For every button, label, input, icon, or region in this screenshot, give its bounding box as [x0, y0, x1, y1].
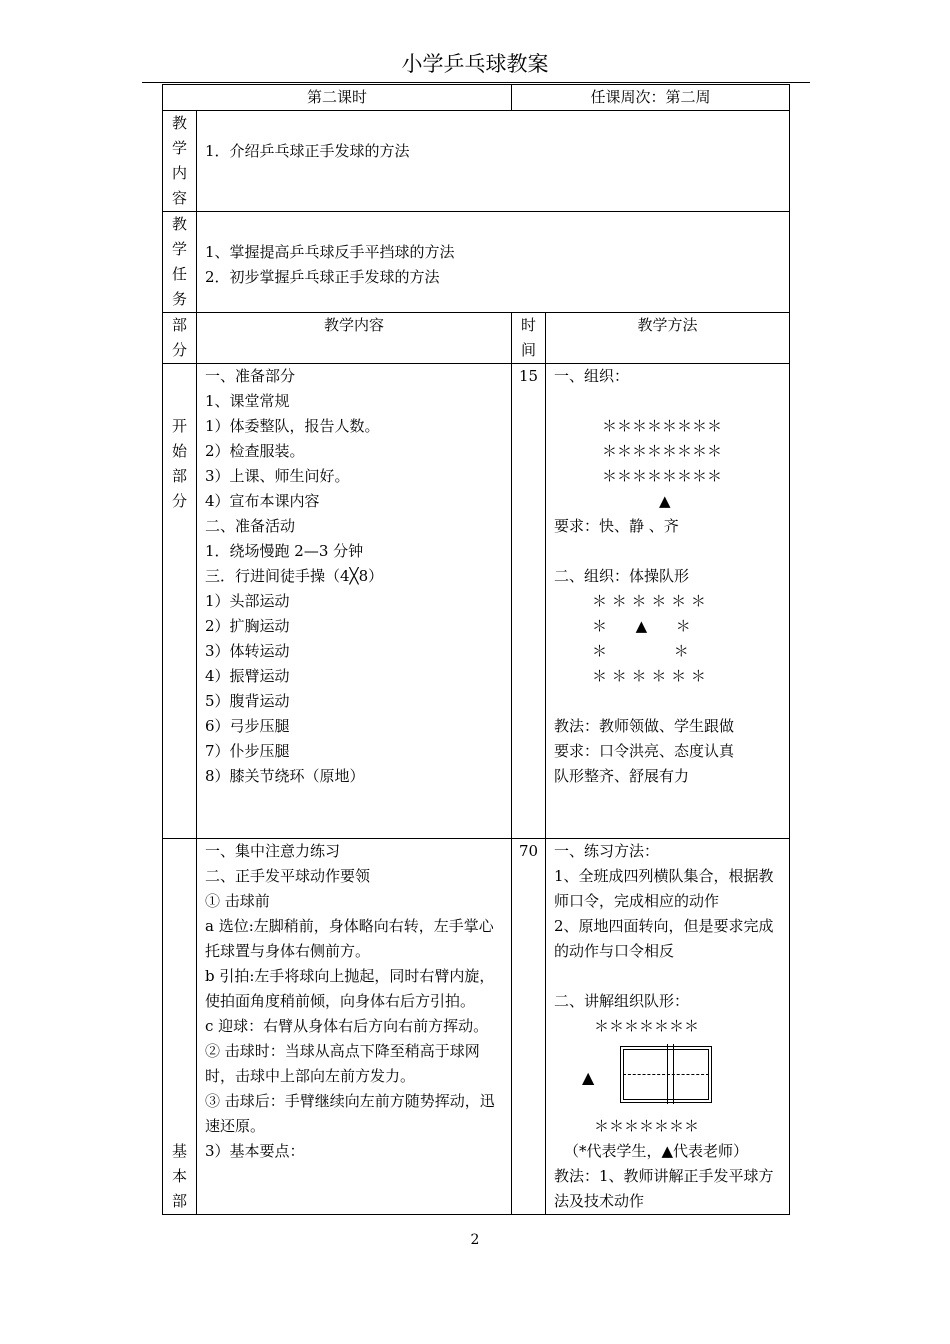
- title-rule: [142, 82, 810, 83]
- col-time-header: [512, 313, 546, 364]
- content-line: 5）腹背运动: [205, 692, 290, 710]
- basic-section-content-cell: [197, 839, 512, 1215]
- teaching-tasks-label: 教学任务: [172, 215, 188, 308]
- method-line: 要求：口令洪亮、态度认真: [554, 742, 735, 760]
- method-line: 教法：1、教师讲解正手发平球方法及技术动作: [554, 1167, 774, 1210]
- content-line: 4）振臂运动: [205, 667, 290, 685]
- spacer: [554, 689, 785, 714]
- start-section-content-cell: [197, 364, 512, 839]
- content-line: 2）检查服装。: [205, 442, 305, 460]
- teacher-triangle-icon: ▲: [582, 1068, 595, 1087]
- content-line: b 引拍:左手将球向上抛起，同时右臂内旋，使拍面角度稍前倾，向身体右后方引拍。: [205, 967, 495, 1010]
- lesson-cell: 第二课时: [163, 85, 512, 111]
- table-centre-line: [623, 1074, 709, 1075]
- teacher-triangle-icon: ▲: [659, 492, 671, 510]
- content-line: 6）弓步压腿: [205, 717, 290, 735]
- formation-row: ＊ ＊ ＊ ＊ ＊ ＊: [592, 667, 706, 685]
- content-line: 二、正手发平球动作要领: [205, 867, 371, 885]
- content-line: ② 击球时：当球从高点下降至稍高于球网时，击球中上部向左前方发力。: [205, 1042, 480, 1085]
- content-line: c 迎球：右臂从身体右后方向右前方挥动。: [205, 1017, 489, 1035]
- content-line: 3）基本要点：: [205, 1142, 305, 1160]
- method-line: 要求：快、静 、齐: [554, 517, 679, 535]
- formation-row: ＊ ＊: [592, 642, 689, 660]
- col-part-header: [163, 313, 197, 364]
- method-line: 2、原地四面转向，但是要求完成的动作与口令相反: [554, 917, 774, 960]
- formation-row: ＊＊＊＊＊＊＊＊: [602, 442, 723, 460]
- teaching-tasks-cell: [197, 212, 790, 313]
- method-line: 一、练习方法：: [554, 842, 660, 860]
- content-line: a 选位:左脚稍前，身体略向右转，左手掌心托球置与身体右侧前方。: [205, 917, 494, 960]
- formation-row: ＊ ＊ ＊ ＊ ＊ ＊: [592, 592, 706, 610]
- content-line: 1）体委整队，报告人数。: [205, 417, 380, 435]
- method-line: 1、全班成四列横队集合，根据教师口令，完成相应的动作: [554, 867, 774, 910]
- content-line: 1．绕场慢跑 2—3 分钟: [205, 542, 364, 560]
- content-line: 三．行进间徒手操（4╳8）: [205, 567, 384, 585]
- table-tennis-diagram: [554, 1039, 785, 1114]
- method-line: 教法：教师领做、学生跟做: [554, 717, 735, 735]
- formation-row: ＊＊＊＊＊＊＊＊: [602, 417, 723, 435]
- content-line: 一、准备部分: [205, 367, 296, 385]
- header-row: [163, 85, 790, 111]
- spacer: [554, 539, 785, 564]
- content-line: ① 击球前: [205, 892, 270, 910]
- teaching-tasks-row: [163, 212, 790, 313]
- content-line: 1）头部运动: [205, 592, 290, 610]
- page-number: 2: [470, 1232, 480, 1248]
- start-section-time: 15: [512, 364, 546, 839]
- teaching-tasks-label-cell: [163, 212, 197, 313]
- legend-text: （*代表学生，▲代表老师）: [564, 1142, 749, 1160]
- col-time-label: 时间: [521, 316, 537, 359]
- basic-section-method-cell: [546, 839, 790, 1215]
- content-line: 一、集中注意力练习: [205, 842, 341, 860]
- content-line: 7）仆步压腿: [205, 742, 290, 760]
- lesson-plan-table: [162, 84, 790, 1215]
- formation-row: ＊＊＊＊＊＊＊: [594, 1117, 700, 1135]
- start-section-label: 开始部分: [172, 417, 188, 510]
- ping-pong-table-icon: [620, 1046, 712, 1103]
- col-method-header: 教学方法: [546, 313, 790, 364]
- basic-section-time: 70: [512, 839, 546, 1215]
- teaching-content-label-cell: [163, 111, 197, 212]
- teaching-content-label: 教学内容: [172, 114, 188, 207]
- content-line: ③ 击球后：手臂继续向左前方随势挥动，迅速还原。: [205, 1092, 495, 1135]
- start-section-label-cell: [163, 364, 197, 839]
- spacer: [554, 964, 785, 989]
- page-title: 小学乒乓球教案: [401, 52, 549, 76]
- content-line: 二、准备活动: [205, 517, 296, 535]
- teaching-task-item: 1、掌握提高乒乓球反手平挡球的方法: [205, 243, 455, 261]
- teaching-task-item: 2．初步掌握乒乓球正手发球的方法: [205, 268, 440, 286]
- spacer: [554, 389, 785, 414]
- start-section-method-cell: [546, 364, 790, 839]
- method-line: 队形整齐、舒展有力: [554, 767, 690, 785]
- teaching-content-item: 1．介绍乒乓球正手发球的方法: [205, 142, 410, 160]
- formation-row: ＊＊＊＊＊＊＊＊: [602, 467, 723, 485]
- col-content-header: 教学内容: [197, 313, 512, 364]
- basic-section-row: [163, 839, 790, 1215]
- week-cell: 任课周次：第二周: [512, 85, 790, 111]
- method-line: 一、组织：: [554, 367, 630, 385]
- teaching-content-row: [163, 111, 790, 212]
- basic-section-label-cell: [163, 839, 197, 1215]
- formation-row: ＊＊＊＊＊＊＊: [594, 1017, 700, 1035]
- basic-section-label: 基本部: [172, 1142, 188, 1210]
- content-line: 2）扩胸运动: [205, 617, 290, 635]
- content-line: 4）宣布本课内容: [205, 492, 320, 510]
- teaching-content-cell: [197, 111, 790, 212]
- method-line: 二、讲解组织队形：: [554, 992, 690, 1010]
- content-line: 8）膝关节绕环（原地）: [205, 767, 365, 785]
- col-part-label: 部分: [172, 316, 188, 359]
- content-line: 3）体转运动: [205, 642, 290, 660]
- table-net: [667, 1044, 674, 1104]
- content-line: 1、课堂常规: [205, 392, 290, 410]
- column-header-row: [163, 313, 790, 364]
- formation-row: ＊ ▲ ＊: [592, 617, 691, 635]
- start-section-row: [163, 364, 790, 839]
- method-line: 二、组织：体操队形: [554, 567, 690, 585]
- content-line: 3）上课、师生问好。: [205, 467, 350, 485]
